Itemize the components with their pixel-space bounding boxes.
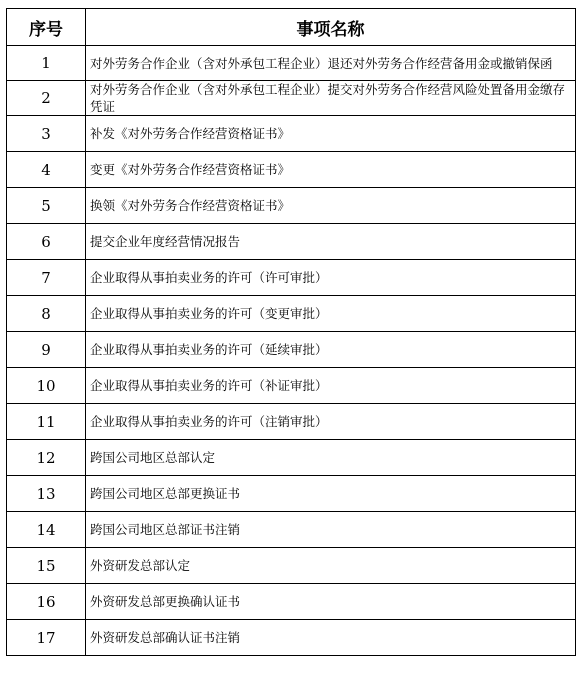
table-row — [7, 188, 576, 224]
row-serial-number: 14 — [7, 512, 86, 548]
row-serial-number: 8 — [7, 296, 86, 332]
header-serial-number: 序号 — [7, 9, 86, 46]
table-row — [7, 584, 576, 620]
row-serial-number: 12 — [7, 440, 86, 476]
row-serial-number: 11 — [7, 404, 86, 440]
row-serial-number: 17 — [7, 620, 86, 656]
table-row — [7, 368, 576, 404]
table-row — [7, 512, 576, 548]
row-item-name: 企业取得从事拍卖业务的许可（延续审批） — [86, 332, 576, 368]
row-item-name: 企业取得从事拍卖业务的许可（注销审批） — [86, 404, 576, 440]
row-item-name: 对外劳务合作企业（含对外承包工程企业）提交对外劳务合作经营风险处置备用金缴存凭证 — [86, 81, 576, 116]
row-item-name: 提交企业年度经营情况报告 — [86, 224, 576, 260]
table-header-row — [7, 9, 576, 46]
items-table-container — [6, 8, 576, 656]
table-row — [7, 620, 576, 656]
row-item-name: 企业取得从事拍卖业务的许可（补证审批） — [86, 368, 576, 404]
row-serial-number: 16 — [7, 584, 86, 620]
table-row — [7, 332, 576, 368]
row-serial-number: 15 — [7, 548, 86, 584]
row-item-name: 外资研发总部更换确认证书 — [86, 584, 576, 620]
row-serial-number: 6 — [7, 224, 86, 260]
header-item-name: 事项名称 — [86, 9, 576, 46]
table-row — [7, 224, 576, 260]
row-item-name: 变更《对外劳务合作经营资格证书》 — [86, 152, 576, 188]
table-row — [7, 46, 576, 81]
table-row — [7, 404, 576, 440]
row-item-name: 外资研发总部认定 — [86, 548, 576, 584]
table-row — [7, 116, 576, 152]
table-row — [7, 476, 576, 512]
row-item-name: 换领《对外劳务合作经营资格证书》 — [86, 188, 576, 224]
table-row — [7, 548, 576, 584]
row-serial-number: 7 — [7, 260, 86, 296]
row-item-name: 跨国公司地区总部证书注销 — [86, 512, 576, 548]
row-serial-number: 3 — [7, 116, 86, 152]
table-row — [7, 296, 576, 332]
row-item-name: 对外劳务合作企业（含对外承包工程企业）退还对外劳务合作经营备用金或撤销保函 — [86, 46, 576, 81]
row-serial-number: 2 — [7, 81, 86, 116]
row-serial-number: 13 — [7, 476, 86, 512]
row-item-name: 跨国公司地区总部认定 — [86, 440, 576, 476]
table-row — [7, 152, 576, 188]
row-serial-number: 5 — [7, 188, 86, 224]
row-item-name: 跨国公司地区总部更换证书 — [86, 476, 576, 512]
row-serial-number: 10 — [7, 368, 86, 404]
items-table — [6, 8, 576, 656]
row-serial-number: 9 — [7, 332, 86, 368]
row-item-name: 企业取得从事拍卖业务的许可（变更审批） — [86, 296, 576, 332]
row-serial-number: 1 — [7, 46, 86, 81]
row-item-name: 企业取得从事拍卖业务的许可（许可审批） — [86, 260, 576, 296]
row-item-name: 补发《对外劳务合作经营资格证书》 — [86, 116, 576, 152]
table-row — [7, 440, 576, 476]
row-serial-number: 4 — [7, 152, 86, 188]
table-row — [7, 260, 576, 296]
row-item-name: 外资研发总部确认证书注销 — [86, 620, 576, 656]
table-row — [7, 81, 576, 116]
